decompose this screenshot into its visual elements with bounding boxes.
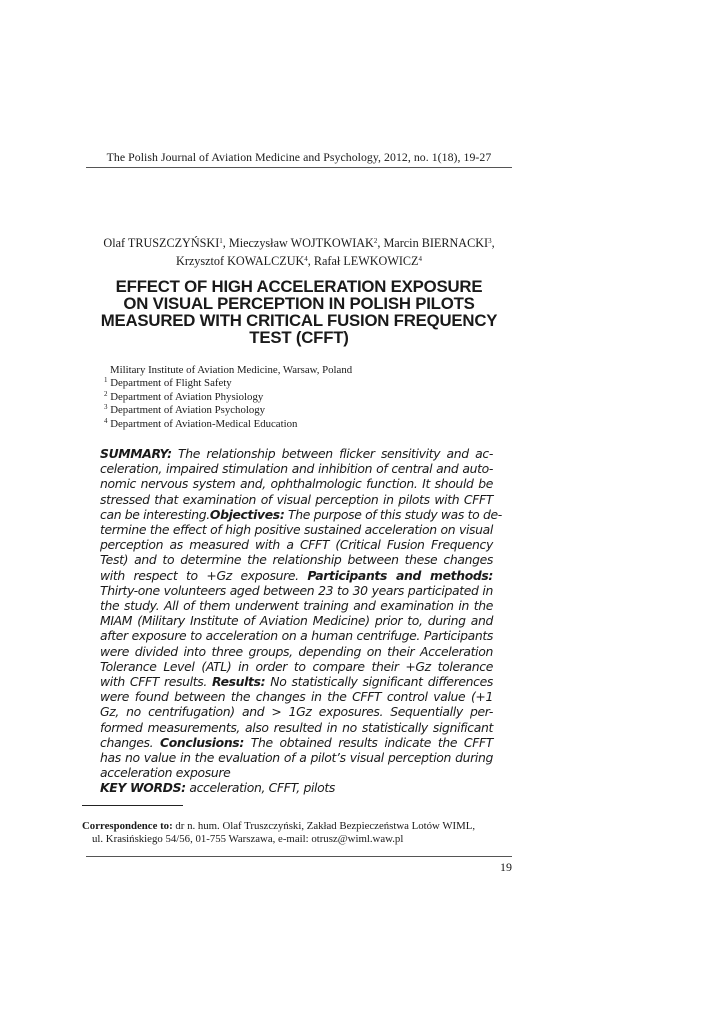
summary-line: acceleration exposure xyxy=(100,765,231,781)
results-heading: Results: xyxy=(212,674,266,690)
summary-line: Thirty-one volunteers aged between 23 to 30 years participated in xyxy=(100,582,493,598)
journal-header: The Polish Journal of Aviation Medicine and Psychology, 2012, no. 1(18), 19-27 xyxy=(106,150,492,164)
summary-line: the study. All of them underwent training and examination in the xyxy=(100,598,493,614)
department-3: $^3$ Department of Aviation Psychology xyxy=(104,403,266,417)
title-line: TEST (CFFT) xyxy=(249,328,349,347)
author-name: Rafał LEWKOWICZ xyxy=(313,254,419,268)
title-line: MEASURED WITH CRITICAL FUSION FREQUENCY xyxy=(100,311,498,330)
author-line: Krzysztof KOWALCZUK$^4$, Rafał LEWKOWICZ$^4$ xyxy=(176,254,422,268)
summary-line: were found between the changes in the CFFT control value (+1 xyxy=(100,689,493,705)
correspondence-footnote xyxy=(82,820,512,845)
department-1: $^1$ Department of Flight Safety xyxy=(104,376,232,390)
summary-line: has no value in the evaluation of a pilot’s visual perception during xyxy=(100,750,493,766)
summary-abstract xyxy=(100,446,502,796)
author-affil-mark: 1 xyxy=(219,237,223,245)
summary-line: with respect to +Gz exposure. Participants and methods: xyxy=(100,567,494,583)
summary-line: were divided into three groups, depending on their Acceleration xyxy=(100,643,493,659)
correspondence-address: ul. Krasińskiego 54/56, 01-755 Warszawa, e-mail: otrusz@wiml.waw.pl xyxy=(92,832,404,845)
summary-line: nomic nervous system and, ophthalmologic function. It should be xyxy=(100,476,493,492)
keywords-heading: KEY WORDS: xyxy=(100,780,186,796)
summary-line: can be interesting.Objectives: The purpose of this study was to de- xyxy=(100,506,502,522)
author-line: Olaf TRUSZCZYŃSKI$^1$, Mieczysław WOJTKOWIAK$^2$, Marcin BIERNACKI$^3$, xyxy=(103,236,495,250)
conclusions-heading: Conclusions: xyxy=(160,734,244,750)
author-list xyxy=(86,234,512,270)
summary-heading: SUMMARY: xyxy=(100,446,172,461)
author-affil-mark: 2 xyxy=(373,237,378,245)
summary-line: changes. Conclusions: The obtained results indicate the CFFT xyxy=(100,734,493,750)
footnote-rule xyxy=(82,805,183,806)
summary-line: SUMMARY: The relationship between flicker sensitivity and ac- xyxy=(100,446,493,461)
author-affil-mark: 4 xyxy=(304,255,308,263)
author-name: Marcin BIERNACKI xyxy=(383,236,489,250)
paper-title xyxy=(86,278,512,346)
title-line: ON VISUAL PERCEPTION IN POLISH PILOTS xyxy=(123,294,475,313)
author-affil-mark: 3 xyxy=(488,237,492,245)
summary-line: after exposure to acceleration on a human centrifuge. Participants xyxy=(100,628,493,644)
page-number: 19 xyxy=(500,860,512,874)
affiliations xyxy=(104,364,352,431)
author-affil-mark: 4 xyxy=(418,255,422,263)
keywords-line: KEY WORDS: acceleration, CFFT, pilots xyxy=(100,780,335,796)
summary-line: termine the effect of high positive sustained acceleration on visual xyxy=(100,522,493,538)
author-name: Mieczysław WOJTKOWIAK xyxy=(228,236,374,250)
correspondence-label: Correspondence to: xyxy=(82,820,173,832)
institute: Military Institute of Aviation Medicine, Warsaw, Poland xyxy=(110,364,353,376)
summary-line: formed measurements, also resulted in no statistically significant xyxy=(100,719,493,735)
correspondence-text: dr n. hum. Olaf Truszczyński, Zakład Bezpieczeństwa Lotów WIML, xyxy=(172,820,476,832)
summary-line: Tolerance Level (ATL) in order to compare their +Gz tolerance xyxy=(100,658,493,674)
header-rule xyxy=(86,167,512,168)
summary-line: stressed that examination of visual perception in pilots with CFFT xyxy=(100,491,493,507)
department-2: $^2$ Department of Aviation Physiology xyxy=(104,389,264,403)
summary-line: Test) and to determine the relationship between these changes xyxy=(100,552,493,568)
summary-line: Gz, no centrifugation) and > 1Gz exposures. Sequentially per- xyxy=(100,704,493,720)
objectives-heading: Objectives: xyxy=(209,506,285,522)
author-name: Olaf TRUSZCZYŃSKI xyxy=(103,236,220,250)
department-4: $^4$ Department of Aviation-Medical Education xyxy=(104,416,298,430)
title-line: EFFECT OF HIGH ACCELERATION EXPOSURE xyxy=(115,277,483,296)
summary-line: celeration, impaired stimulation and inhibition of central and auto- xyxy=(100,461,493,477)
page-rule xyxy=(86,856,512,857)
summary-line: perception as measured with a CFFT (Critical Fusion Frequency xyxy=(100,537,493,553)
summary-line: with CFFT results. Results: No statistically significant differences xyxy=(100,674,493,690)
summary-line: MIAM (Military Institute of Aviation Medicine) prior to, during and xyxy=(100,613,493,629)
methods-heading: Participants and methods: xyxy=(307,567,494,583)
author-name: Krzysztof KOWALCZUK xyxy=(176,254,305,268)
